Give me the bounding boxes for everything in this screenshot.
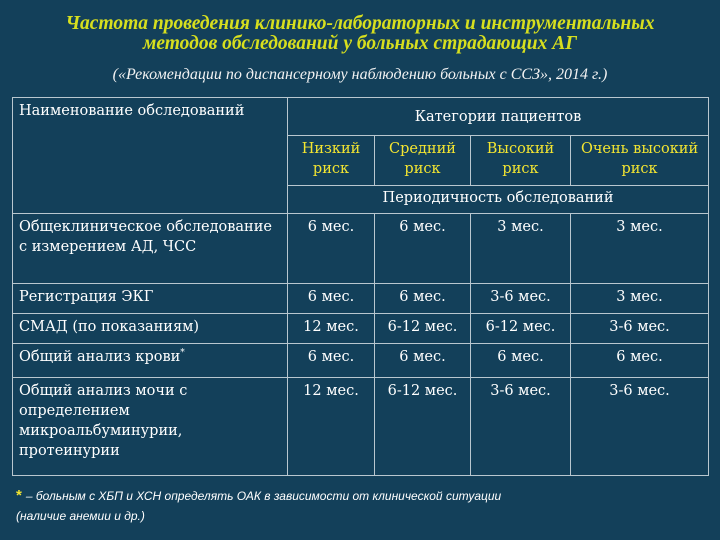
footnote-line-1: – больным с ХБП и ХСН определять ОАК в зависимости от клинической ситуации xyxy=(25,489,502,503)
cell-value: 6-12 мес. xyxy=(375,314,471,344)
cell-value: 6 мес. xyxy=(571,344,709,378)
row-name-cell xyxy=(13,344,288,378)
row-name: Общий анализ крови xyxy=(19,349,181,365)
header-risk-low: Низкий риск xyxy=(288,136,375,186)
cell-value: 6-12 мес. xyxy=(471,314,571,344)
table-row xyxy=(13,214,709,284)
table-row xyxy=(13,284,709,314)
header-examination-name: Наименование обследований xyxy=(13,98,288,214)
header-patient-categories: Категории пациентов xyxy=(288,98,709,136)
cell-value: 6 мес. xyxy=(288,284,375,314)
title-line-2: методов обследований у больных страдающих АГ xyxy=(142,33,578,54)
title-line-1: Частота проведения клинико-лабораторных и инструментальных xyxy=(65,13,655,34)
page-subtitle: («Рекомендации по диспансерному наблюдению больных с ССЗ», 2014 г.) xyxy=(112,66,608,83)
header-periodicity: Периодичность обследований xyxy=(288,186,709,214)
cell-value: 3 мес. xyxy=(571,284,709,314)
cell-value: 3 мес. xyxy=(571,214,709,284)
cell-value: 6 мес. xyxy=(375,214,471,284)
table-row xyxy=(13,344,709,378)
cell-value: 6 мес. xyxy=(288,344,375,378)
footnote xyxy=(16,486,716,526)
cell-value: 12 мес. xyxy=(288,378,375,476)
cell-value: 12 мес. xyxy=(288,314,375,344)
cell-value: 3-6 мес. xyxy=(471,378,571,476)
row-name: Регистрация ЭКГ xyxy=(13,284,288,314)
header-risk-medium: Средний риск xyxy=(375,136,471,186)
cell-value: 6 мес. xyxy=(288,214,375,284)
cell-value: 3-6 мес. xyxy=(571,378,709,476)
table-row xyxy=(13,378,709,476)
header-risk-very-high: Очень высокий риск xyxy=(571,136,709,186)
footnote-line-2: (наличие анемии и др.) xyxy=(16,509,145,523)
footnote-star: * xyxy=(16,487,22,504)
cell-value: 6 мес. xyxy=(375,344,471,378)
table-row xyxy=(13,314,709,344)
examination-frequency-table xyxy=(12,97,709,476)
cell-value: 3-6 мес. xyxy=(571,314,709,344)
cell-value: 6-12 мес. xyxy=(375,378,471,476)
cell-value: 6 мес. xyxy=(471,344,571,378)
row-name: Общеклиническое обследование с измерением АД, ЧСС xyxy=(13,214,288,284)
row-name: СМАД (по показаниям) xyxy=(13,314,288,344)
footnote-marker: * xyxy=(180,348,185,359)
cell-value: 3-6 мес. xyxy=(471,284,571,314)
page-title xyxy=(0,14,720,54)
header-risk-high: Высокий риск xyxy=(471,136,571,186)
cell-value: 6 мес. xyxy=(375,284,471,314)
row-name: Общий анализ мочи с определением микроальбуминурии, протеинурии xyxy=(13,378,288,476)
cell-value: 3 мес. xyxy=(471,214,571,284)
